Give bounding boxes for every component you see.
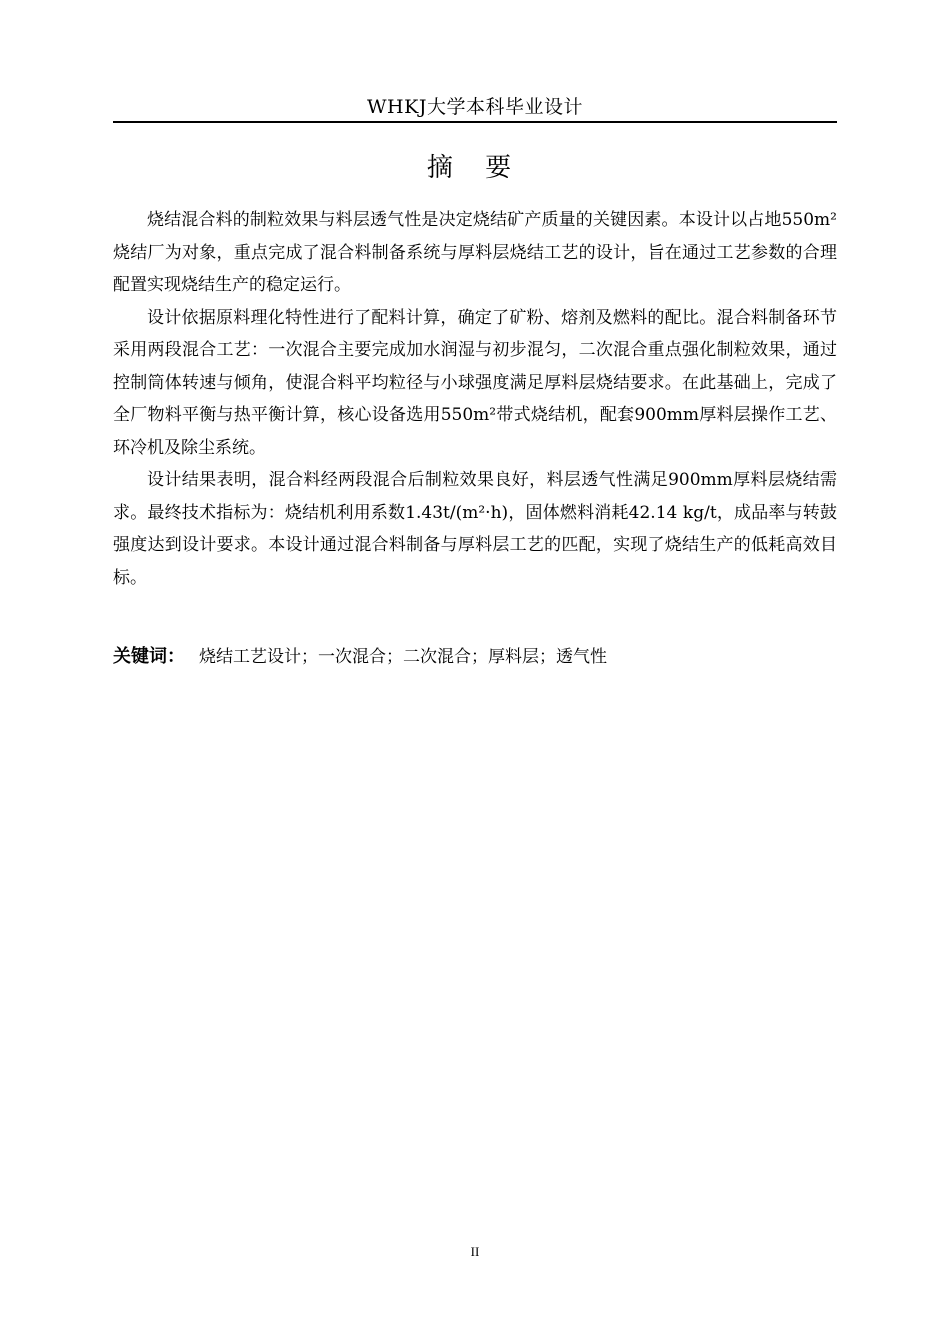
abstract-paragraph-2: 设计依据原料理化特性进行了配料计算，确定了矿粉、熔剂及燃料的配比。混合料制备环节采用两段混合工艺：一次混合主要完成加水润湿与初步混匀，二次混合重点强化制粒效果，通过控制筒体转速与倾角，使混合料平均粒径与小球强度满足厚料层烧结要求。在此基础上，完成了全厂物料平衡与热平衡计算，核心设备选用550m²带式烧结机，配套900mm厚料层操作工艺、环冷机及除尘系统。 xyxy=(113,307,837,458)
keywords-line xyxy=(113,641,837,673)
abstract-title: 摘 要 xyxy=(426,153,524,183)
keywords-value: 烧结工艺设计；一次混合；二次混合；厚料层；透气性 xyxy=(199,647,607,667)
page-header: WHKJ大学本科毕业设计 xyxy=(367,96,583,118)
header-divider xyxy=(113,121,837,123)
abstract-body xyxy=(113,204,837,594)
keywords-label: 关键词： xyxy=(113,646,185,667)
page-number: II xyxy=(470,1244,480,1259)
abstract-paragraph-3: 设计结果表明，混合料经两段混合后制粒效果良好，料层透气性满足900mm厚料层烧结需求。最终技术指标为：烧结机利用系数1.43t/(m²·h)，固体燃料消耗42.14 kg/t，成品率与转鼓强度达到设计要求。本设计通过混合料制备与厚料层工艺的匹配，实现了烧结生产的低耗高效目标。 xyxy=(113,470,837,588)
abstract-paragraph-1: 烧结混合料的制粒效果与料层透气性是决定烧结矿产质量的关键因素。本设计以占地550m²烧结厂为对象，重点完成了混合料制备系统与厚料层烧结工艺的设计，旨在通过工艺参数的合理配置实现烧结生产的稳定运行。 xyxy=(113,210,837,295)
